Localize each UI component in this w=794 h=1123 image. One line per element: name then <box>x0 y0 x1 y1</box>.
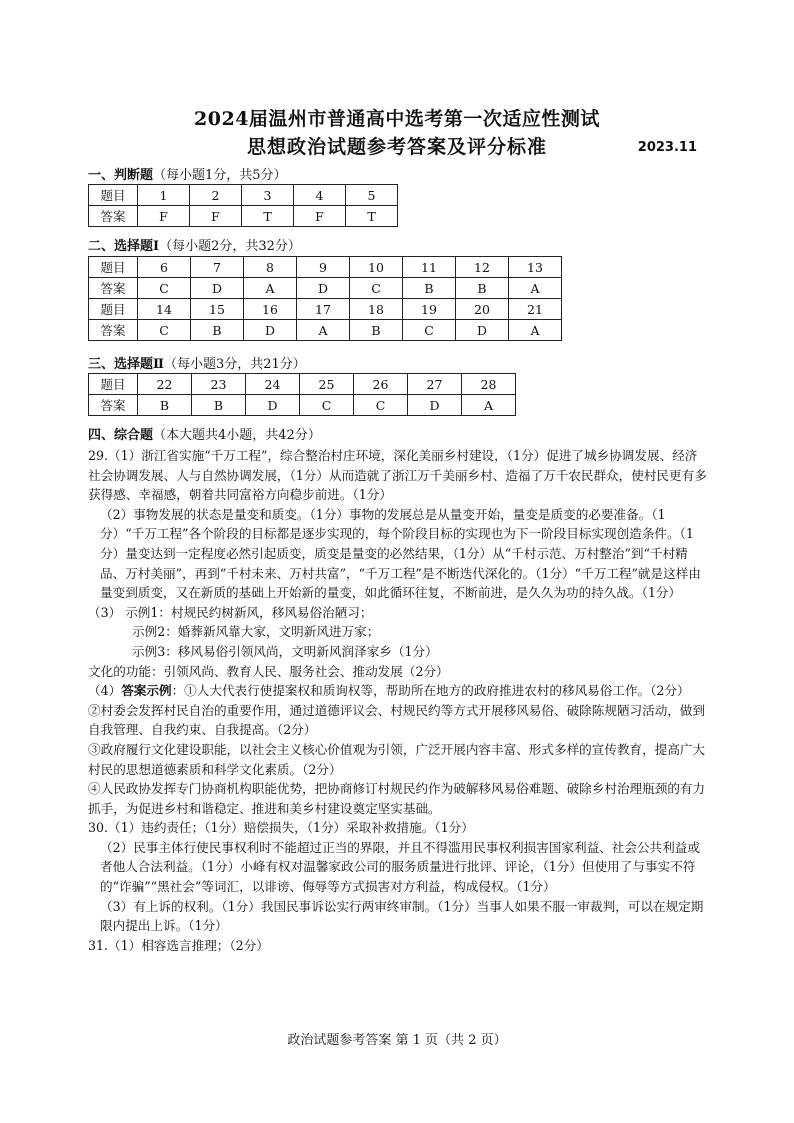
answer-body <box>88 446 708 955</box>
table-cell: 22 <box>138 374 192 395</box>
answer-table-choice-1 <box>88 256 562 341</box>
table-cell: 17 <box>297 299 350 320</box>
row-header-cell: 题目 <box>89 299 138 320</box>
table-cell: F <box>190 206 242 227</box>
table-cell: D <box>408 395 462 416</box>
table-cell: D <box>244 320 297 341</box>
document-date: 2023.11 <box>637 140 697 155</box>
row-header-cell: 答案 <box>89 395 138 416</box>
answer-paragraph: 示例3：移风易俗引领风尚，文明新风润泽家乡（1分） <box>132 643 438 659</box>
page-subtitle: 思想政治试题参考答案及评分标准 <box>246 136 547 158</box>
table-cell: T <box>242 206 294 227</box>
section-note: （每小题3分，共21分） <box>163 357 306 372</box>
table-cell: 15 <box>191 299 244 320</box>
row-header-cell: 答案 <box>89 320 138 341</box>
table-cell: 18 <box>350 299 403 320</box>
table-row <box>89 206 398 227</box>
answer-table-judgement <box>88 184 398 227</box>
table-cell: C <box>138 320 191 341</box>
row-header-cell: 题目 <box>89 185 138 206</box>
answer-paragraph: 30.（1）违约责任；（1分）赔偿损失，（1分）采取补救措施。（1分） <box>88 820 474 836</box>
table-cell: 9 <box>297 257 350 278</box>
row-header-cell: 答案 <box>89 278 138 299</box>
section-note: （每小题1分，共5分） <box>153 168 287 183</box>
answer-paragraph: ④人民政协发挥专门协商机构职能优势，把协商修订村规民约作为破解移风易俗难题、破除乡村治理瓶颈的有力抓手，为促进乡村和谐稳定、推进和美乡村建设奠定坚实基础。 <box>88 781 706 816</box>
section-heading-text: 四、综合题 <box>88 428 154 443</box>
table-cell: 8 <box>244 257 297 278</box>
answer-paragraph <box>88 681 708 701</box>
table-row <box>89 320 562 341</box>
answer-paragraph: 29.（1）浙江省实施“千万工程”，综合整治村庄环境，深化美丽乡村建设，（1分）促进了城乡协调发展、经济社会协调发展、人与自然协调发展，（1分）从而造就了浙江万千美丽乡村、造福了万千农民群众，使村民更有多获得感、幸福感，朝着共同富裕方向稳步前进。（1分） <box>88 448 707 503</box>
table-row <box>89 299 562 320</box>
table-cell: 7 <box>191 257 244 278</box>
section-note: （本大题共4小题，共42分） <box>153 428 321 443</box>
table-cell: 4 <box>294 185 346 206</box>
table-cell: 21 <box>509 299 562 320</box>
table-cell: C <box>354 395 408 416</box>
table-cell: 13 <box>509 257 562 278</box>
table-cell: 6 <box>138 257 191 278</box>
table-row <box>89 278 562 299</box>
table-cell: 25 <box>300 374 354 395</box>
row-header-cell: 答案 <box>89 206 138 227</box>
table-cell: D <box>191 278 244 299</box>
answer-paragraph: （2）民事主体行使民事权利时不能超过正当的界限，并且不得滥用民事权利损害国家利益、社会公共利益或者他人合法利益。（1分）小峰有权对温馨家政公司的服务质量进行批评、评论，（1分）但使用了与事实不符的“诈骗”“黑社会”等词汇，以诽谤、侮辱等方式损害对方利益，构成侵权。（1分） <box>100 839 700 895</box>
table-cell: 28 <box>462 374 516 395</box>
table-row <box>89 395 516 416</box>
section-heading-choice-1 <box>88 235 301 254</box>
table-cell: 2 <box>190 185 242 206</box>
section-heading-judgement <box>88 164 287 183</box>
table-row <box>89 374 516 395</box>
row-header-cell: 题目 <box>89 257 138 278</box>
table-cell: F <box>294 206 346 227</box>
table-row <box>89 185 398 206</box>
answer-label: （4） <box>88 683 122 699</box>
answer-paragraph: ③政府履行文化建设职能，以社会主义核心价值观为引领，广泛开展内容丰富、形式多样的宣传教育，提高广大村民的思想道德素质和科学文化素质。（2分） <box>88 741 706 777</box>
section-heading-text: 一、判断题 <box>88 168 154 183</box>
page-footer: 政治试题参考答案 第 1 页（共 2 页） <box>287 1033 507 1048</box>
table-cell: 19 <box>403 299 456 320</box>
section-heading-text: 二、选择题Ⅰ <box>88 239 160 254</box>
page-title: 2024届温州市普通高中选考第一次适应性测试 <box>194 108 600 130</box>
table-cell: D <box>246 395 300 416</box>
table-cell: 12 <box>456 257 509 278</box>
table-cell: B <box>138 395 192 416</box>
row-header-cell: 题目 <box>89 374 138 395</box>
answer-paragraph: （3） 示例1：村规民约树新风，移风易俗治陋习； <box>88 604 373 620</box>
table-cell: D <box>297 278 350 299</box>
table-cell: B <box>192 395 246 416</box>
table-cell: A <box>462 395 516 416</box>
answer-table-choice-2 <box>88 373 516 416</box>
table-cell: 23 <box>192 374 246 395</box>
table-cell: T <box>346 206 398 227</box>
section-heading-choice-2 <box>88 353 306 372</box>
table-cell: 16 <box>244 299 297 320</box>
table-cell: A <box>509 320 562 341</box>
table-cell: 14 <box>138 299 191 320</box>
table-cell: A <box>297 320 350 341</box>
table-cell: F <box>138 206 190 227</box>
table-cell: A <box>509 278 562 299</box>
table-cell: 27 <box>408 374 462 395</box>
answer-paragraph: 文化的功能：引领风尚、教育人民、服务社会、推动发展（2分） <box>88 663 449 679</box>
table-cell: A <box>244 278 297 299</box>
table-cell: C <box>350 278 403 299</box>
table-cell: B <box>403 278 456 299</box>
table-cell: 10 <box>350 257 403 278</box>
answer-paragraph: ②村委会发挥村民自治的重要作用，通过道德评议会、村规民约等方式开展移风易俗、破除陈规陋习活动，做到自我管理、自我约束、自我提高。（2分） <box>88 702 706 738</box>
table-cell: 11 <box>403 257 456 278</box>
answer-paragraph: （2）事物发展的状态是量变和质变。（1分）事物的发展总是从量变开始，量变是质变的必要准备。（1分）“千万工程”各个阶段的目标都是逐步实现的，每个阶段目标的实现也为下一阶段目标实现创造条件。（1分）量变达到一定程度必然引起质变，质变是量变的必然结果，（1分）从“千村示范、万村整治”到“千村精品、万村美丽”，再到“千村未来、万村共富”，“千万工程”是不断迭代深化的。（1分）“千万工程”就是这样由量变到质变，又在新质的基础上开始新的量变，如此循环往复，不断前进，是久久为功的持久战。（1分） <box>100 506 701 601</box>
table-cell: C <box>138 278 191 299</box>
table-cell: 24 <box>246 374 300 395</box>
table-cell: 5 <box>346 185 398 206</box>
table-cell: 26 <box>354 374 408 395</box>
answer-paragraph: （3）有上诉的权利。（1分）我国民事诉讼实行两审终审制。（1分）当事人如果不服一审裁判，可以在规定期限内提出上诉。（1分） <box>100 898 704 934</box>
table-cell: 1 <box>138 185 190 206</box>
table-cell: B <box>456 278 509 299</box>
answer-paragraph: 示例2：婚葬新风靠大家，文明新风进万家； <box>132 624 380 640</box>
table-cell: C <box>403 320 456 341</box>
section-heading-comprehensive <box>88 424 321 443</box>
table-cell: D <box>456 320 509 341</box>
answer-paragraph: 31.（1）相容选言推理；（2分） <box>88 937 269 953</box>
table-cell: 3 <box>242 185 294 206</box>
table-cell: C <box>300 395 354 416</box>
answer-example-label: 答案示例 <box>121 683 172 699</box>
section-note: （每小题2分，共32分） <box>159 239 301 254</box>
table-cell: B <box>350 320 403 341</box>
table-cell: B <box>191 320 244 341</box>
table-cell: 20 <box>456 299 509 320</box>
table-row <box>89 257 562 278</box>
answer-text: ：①人大代表行使提案权和质询权等，帮助所在地方的政府推进农村的移风易俗工作。（2分） <box>171 683 690 699</box>
section-heading-text: 三、选择题Ⅱ <box>88 357 164 372</box>
